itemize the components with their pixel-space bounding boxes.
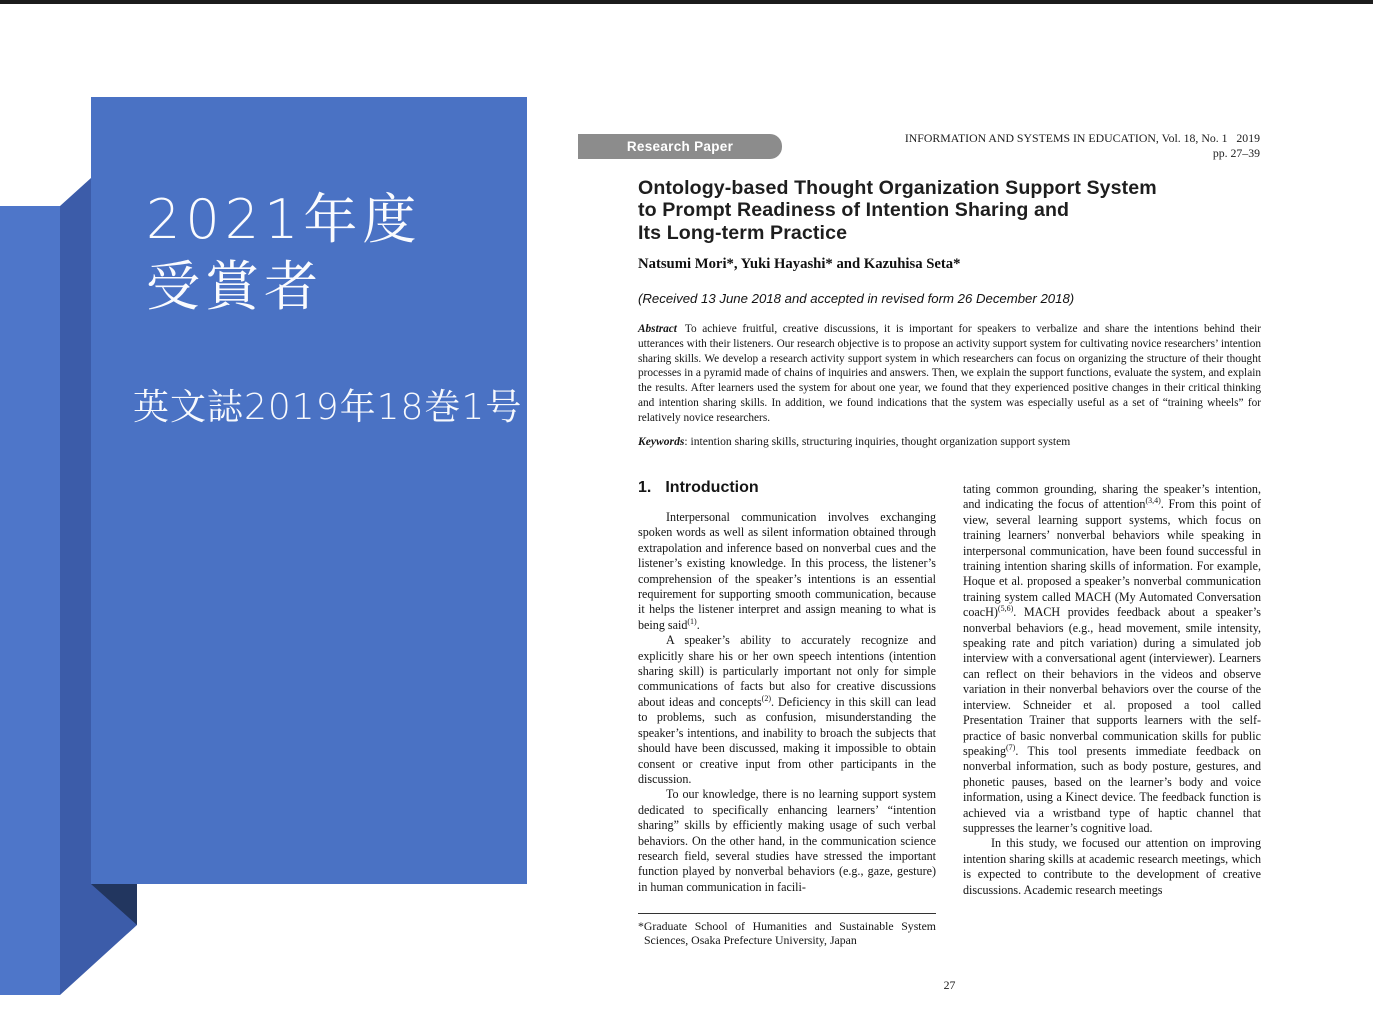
paragraph: In this study, we focused our attention on improving intention sharing skills at academic research meetings, which is expected to contribute to the development of creative discussions. Academic research meetings [963, 836, 1261, 897]
affiliation-footnote [638, 913, 936, 948]
paragraph: tating common grounding, sharing the speaker’s intention, and indicating the focus of attention$^{(3,4)}$. From this point of view, several learning support systems, which focus on training learners’ nonverbal behaviors while speaking in interpersonal communication, have been found successful in training intention sharing skills of information. For example, Hoque et al. proposed a speaker’s nonverbal communication training system called MACH (My Automated Conversation coacH)$^{(5,6)}$. MACH provides feedback about a speaker’s nonverbal behaviors (e.g., head movement, smile intensity, speaking rate and pitch variation) during a simulated job interview with a conversational agent (interviewer). Learners can reflect on their behaviors in the videos and observe variation in their nonverbal behaviors over the course of the interview. Schneider et al. proposed a tool called Presentation Trainer that supports learners with the self-practice of basic nonverbal communication skills for public speaking$^{(7)}$. This tool presents immediate feedback on nonverbal information, such as body posture, gestures, and phonetic pauses, based on the learner’s body and voice information, using a Kinect device. The feedback function is achieved via a wristband type of haptic channel that suppresses the learner’s cognitive load. [963, 482, 1261, 835]
abstract-label: Abstract [638, 323, 677, 335]
award-banner-title-line2: 受賞者 [146, 255, 323, 318]
award-banner-subtitle: 英文誌2019年18巻1号 [133, 387, 523, 428]
paragraph: To our knowledge, there is no learning support system dedicated to specifically enhancing learners’ “intention sharing” skills by efficiently making usage of such verbal behaviors. On the other hand, in the communication science research field, several studies have stressed the important function played by nonverbal behaviors (e.g., gaze, gesture) in human communication in facili- [638, 787, 936, 894]
paper-title [638, 177, 1157, 244]
paper-authors: Natsumi Mori*, Yuki Hayashi* and Kazuhisa Seta* [638, 256, 961, 272]
section-number: 1. [638, 479, 652, 496]
section-heading-introduction [638, 479, 759, 497]
journal-header [905, 131, 1260, 161]
keywords-line [638, 435, 1261, 448]
footnote-rule [638, 913, 936, 914]
page-number: 27 [943, 978, 956, 992]
text-line: Its Long-term Practice [638, 221, 848, 244]
footnote-line2: Sciences, Osaka Prefecture University, Japan [644, 933, 857, 948]
text-line: Ontology-based Thought Organization Support System [638, 177, 1157, 199]
award-banner-title [146, 186, 421, 320]
right-column-text [963, 482, 1261, 898]
received-dates-line: (Received 13 June 2018 and accepted in revised form 26 December 2018) [638, 291, 1075, 306]
banner-left-bar-shape [0, 206, 60, 995]
abstract-block [638, 322, 1261, 448]
abstract-paragraph [638, 322, 1261, 426]
section-title: Introduction [665, 479, 759, 496]
award-banner-graphic [0, 0, 560, 1031]
abstract-text: To achieve fruitful, creative discussions, it is important for speakers to verbalize and share the intentions behind their utterances with their listeners. Our research objective is to propose an activity support system for cultivating novice researchers’ intention sharing skills. We develop a research activity support system in which researchers can focus on organizing the structure of their thought processes in a pyramid made of chains of inquiries and answers. Then, we explain the support functions, evaluate the system, and explain the results. After learners used the system for about one year, we found that they experienced positive changes in their critical thinking and intention sharing skills. In addition, we found indications that the system was especially useful as a set of “training wheels” for relatively novice researchers. [638, 323, 1261, 424]
keywords-label: Keywords [638, 434, 685, 448]
paragraph: A speaker’s ability to accurately recognize and explicitly share his or her own speech intentions (intention sharing skill) is particularly important not only for simple communications of facts but also for creative discussions about ideas and concepts$^{(2)}$. Deficiency in this skill can lead to problems, such as confusion, misunderstanding the speaker’s intentions, and inability to broach the subjects that should have been discussed, making it impossible to obtain consent or creative input from other participants in the discussion. [638, 633, 936, 786]
keywords-text: : intention sharing skills, structuring inquiries, thought organization support system [684, 434, 1071, 448]
text-line: to Prompt Readiness of Intention Sharing and [638, 199, 1070, 222]
left-column-text [638, 510, 936, 895]
paragraph: Interpersonal communication involves exchanging spoken words as well as silent information obtained through extrapolation and inference based on nonverbal cues and the listener’s existing knowledge. In this process, the listener’s comprehension of the speaker’s intentions is an essential requirement for supporting smooth communication, because it helps the listener interpret and assign meaning to what is being said$^{(1)}$. [638, 510, 936, 632]
research-paper-badge: Research Paper [578, 134, 782, 159]
journal-header-line: INFORMATION AND SYSTEMS IN EDUCATION, Vol. 18, No. 1 2019 [904, 131, 1260, 145]
journal-pages-line: pp. 27–39 [1212, 146, 1260, 160]
footnote-line1: *Graduate School of Humanities and Sustainable System [638, 919, 936, 933]
award-banner-title-line1: 2021年度 [146, 188, 422, 251]
